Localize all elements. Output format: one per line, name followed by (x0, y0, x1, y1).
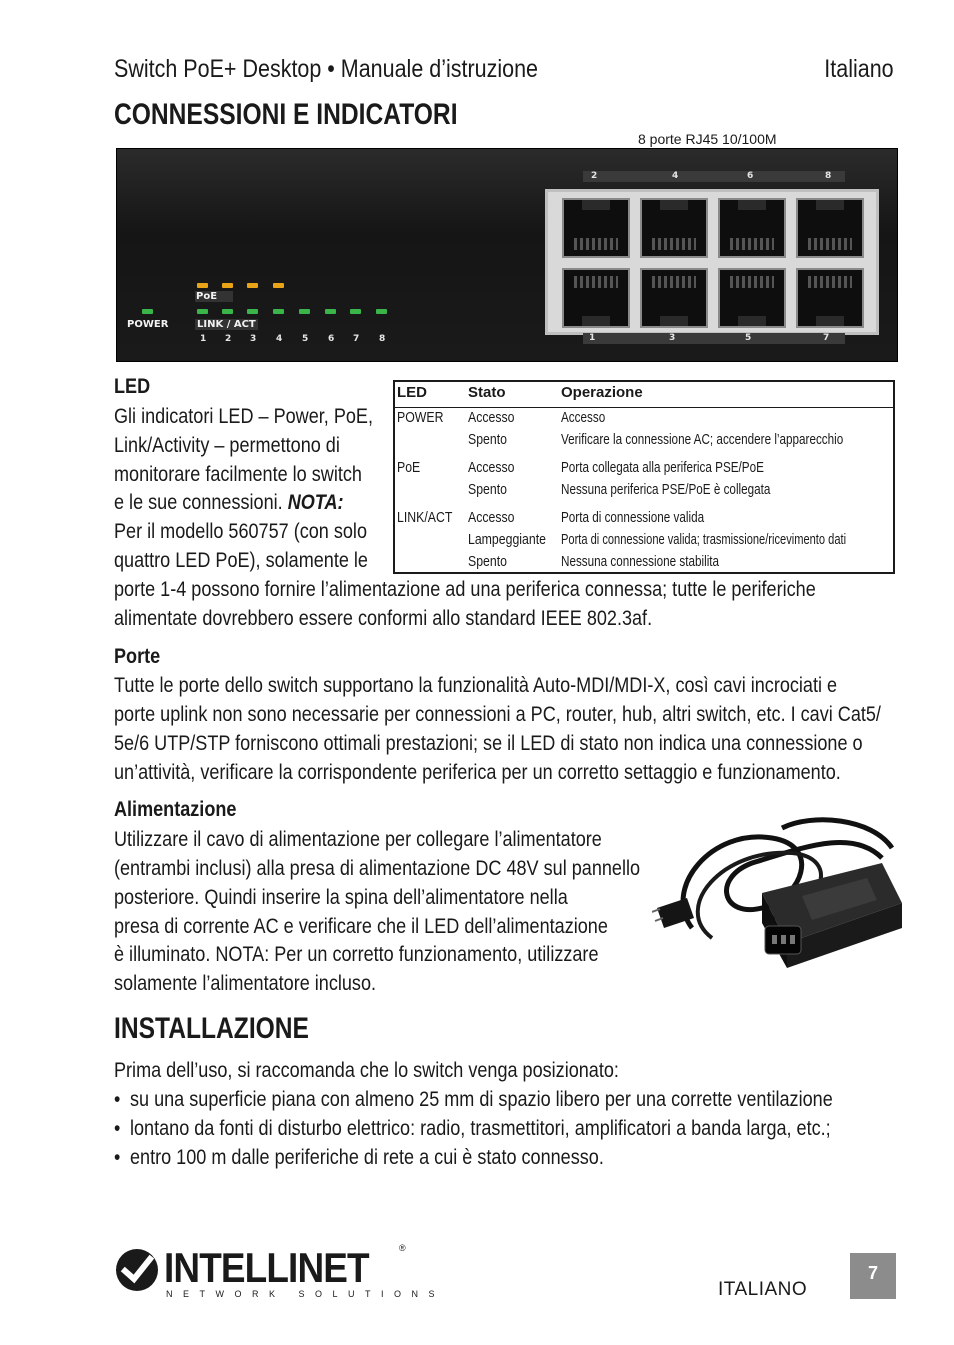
table-cell-operazione: Porta collegata alla periferica PSE/PoE (561, 459, 764, 476)
led-status-table (393, 380, 895, 574)
led-heading: LED (114, 375, 151, 398)
led-text-segment: e le sue connessioni. (114, 491, 283, 514)
table-cell-stato: Spento (468, 431, 507, 448)
led-text-line: monitorare facilmente lo switch (114, 463, 362, 486)
rj45-port-1 (562, 268, 630, 328)
port-number: 6 (747, 171, 754, 181)
link-led-1 (197, 309, 208, 314)
logo-tagline: NETWORK SOLUTIONS (166, 1289, 446, 1299)
port-number-strip-top (583, 171, 845, 182)
nota-label: NOTA: (287, 491, 344, 514)
logo-registered-mark: ® (399, 1243, 406, 1253)
switch-front-panel-photo (116, 148, 898, 362)
table-cell-stato: Accesso (468, 459, 515, 476)
led-number: 5 (302, 334, 309, 344)
led-text-line: quattro LED PoE), solamente le (114, 549, 368, 572)
table-cell-operazione: Porta di connessione valida (561, 509, 705, 526)
link-led-2 (222, 309, 233, 314)
led-number: 4 (276, 334, 283, 344)
installazione-bullet-symbol: • (114, 1146, 121, 1169)
table-cell-stato: Lampeggiante (468, 531, 546, 548)
led-text-line: alimentate dovrebbero essere conformi allo standard IEEE 802.3af. (114, 607, 653, 630)
port-number: 5 (745, 333, 752, 343)
installazione-bullet: su una superficie piana con almeno 25 mm di spazio libero per una corrette ventilazione (130, 1088, 833, 1111)
link-led-6 (325, 309, 336, 314)
port-number: 2 (591, 171, 598, 181)
rj45-port-3 (640, 268, 708, 328)
alimentazione-text-line: posteriore. Quindi inserire la spina dell’alimentatore nella (114, 886, 568, 909)
installazione-heading: INSTALLAZIONE (114, 1012, 309, 1045)
port-number: 3 (669, 333, 676, 343)
led-text-line: porte 1-4 possono fornire l’alimentazione ad una periferica connessa; tutte le periferiche (114, 578, 816, 601)
alimentazione-text-line: solamente l’alimentatore incluso. (114, 972, 377, 995)
table-cell-led: LINK/ACT (397, 509, 453, 526)
power-led (142, 309, 153, 314)
logo-wordmark: INTELLINET (164, 1244, 369, 1291)
rj45-port-8 (796, 198, 864, 258)
porte-heading: Porte (114, 645, 161, 668)
table-header-led: LED (397, 384, 427, 401)
poe-led-3 (247, 283, 258, 288)
installazione-bullet-symbol: • (114, 1088, 121, 1111)
rj45-port-4 (640, 198, 708, 258)
table-cell-stato: Accesso (468, 509, 515, 526)
table-cell-operazione: Nessuna connessione stabilita (561, 553, 720, 570)
alimentazione-text-line: presa di corrente AC e verificare che il LED dell’alimentazione (114, 915, 608, 938)
power-adapter-photo (652, 808, 904, 978)
port-number: 1 (589, 333, 596, 343)
table-cell-operazione: Verificare la connessione AC; accendere l’apparecchio (561, 431, 844, 448)
installazione-bullet: entro 100 m dalle periferiche di rete a cui è stato connesso. (130, 1146, 604, 1169)
link-act-label: LINK / ACT (197, 319, 256, 330)
ports-caption: 8 porte RJ45 10/100M (638, 131, 777, 147)
rj45-port-7 (796, 268, 864, 328)
port-number-strip-bottom (583, 333, 845, 344)
led-number: 7 (353, 334, 360, 344)
running-header-language: Italiano (824, 55, 894, 83)
logo-check-icon (114, 1247, 160, 1293)
table-cell-operazione: Nessuna periferica PSE/PoE è collegata (561, 481, 771, 498)
led-text-line: Link/Activity – permettono di (114, 434, 340, 457)
alimentazione-heading: Alimentazione (114, 798, 237, 821)
led-text-line (114, 488, 344, 517)
footer-language: ITALIANO (718, 1279, 808, 1300)
alimentazione-text-line: è illuminato. NOTA: Per un corretto funzionamento, utilizzare (114, 943, 599, 966)
led-number: 6 (328, 334, 335, 344)
section-heading-connections: CONNESSIONI E INDICATORI (114, 98, 458, 131)
porte-text-line: 5e/6 UTP/STP forniscono ottimali prestazioni; se il LED di stato non indica una connessione o (114, 732, 863, 755)
porte-text-line: Tutte le porte dello switch supportano la funzionalità Auto-MDI/MDI-X, così cavi incrociati e (114, 674, 838, 697)
led-number: 3 (250, 334, 257, 344)
link-led-3 (247, 309, 258, 314)
poe-led-4 (273, 283, 284, 288)
port-number: 7 (823, 333, 830, 343)
led-number: 2 (225, 334, 232, 344)
intellinet-logo (114, 1243, 446, 1305)
led-text-line: Gli indicatori LED – Power, PoE, (114, 405, 373, 428)
poe-label: PoE (195, 291, 233, 302)
link-led-5 (299, 309, 310, 314)
alimentazione-text-line: (entrambi inclusi) alla presa di alimentazione DC 48V sul pannello (114, 857, 641, 880)
installazione-bullet: lontano da fonti di disturbo elettrico: radio, trasmettitori, amplificatori a banda larga, etc.; (130, 1117, 831, 1140)
link-led-8 (376, 309, 387, 314)
table-cell-led: PoE (397, 459, 421, 476)
table-cell-operazione: Accesso (561, 409, 606, 426)
installazione-bullet-symbol: • (114, 1117, 121, 1140)
porte-text-line: porte uplink non sono necessarie per connessioni a PC, router, hub, altri switch, etc. I cavi Cat5/ (114, 703, 881, 726)
running-header-title: Switch PoE+ Desktop • Manuale d’istruzione (114, 55, 539, 83)
installazione-intro: Prima dell’uso, si raccomanda che lo switch venga posizionato: (114, 1059, 619, 1082)
table-cell-operazione: Porta di connessione valida; trasmissione/ricevimento dati (561, 531, 847, 548)
link-led-7 (350, 309, 361, 314)
port-number: 4 (672, 171, 679, 181)
poe-led-2 (222, 283, 233, 288)
port-number: 8 (825, 171, 832, 181)
table-cell-stato: Spento (468, 553, 507, 570)
rj45-port-5 (718, 268, 786, 328)
power-label: POWER (127, 319, 169, 330)
rj45-port-6 (718, 198, 786, 258)
page-number: 7 (867, 1263, 878, 1283)
led-number: 8 (379, 334, 386, 344)
table-cell-stato: Accesso (468, 409, 515, 426)
table-cell-stato: Spento (468, 481, 507, 498)
table-header-stato: Stato (468, 384, 506, 401)
porte-text-line: un’attività, verificare la corrispondente periferica per un corretto settaggio e funzionamento. (114, 761, 841, 784)
led-number: 1 (200, 334, 207, 344)
led-text-line: Per il modello 560757 (con solo (114, 520, 368, 543)
link-led-4 (273, 309, 284, 314)
poe-led-1 (197, 283, 208, 288)
rj45-port-block (545, 189, 879, 335)
alimentazione-text-line: Utilizzare il cavo di alimentazione per collegare l’alimentatore (114, 828, 602, 851)
rj45-port-2 (562, 198, 630, 258)
table-cell-led: POWER (397, 409, 444, 426)
table-header-operazione: Operazione (561, 384, 643, 401)
